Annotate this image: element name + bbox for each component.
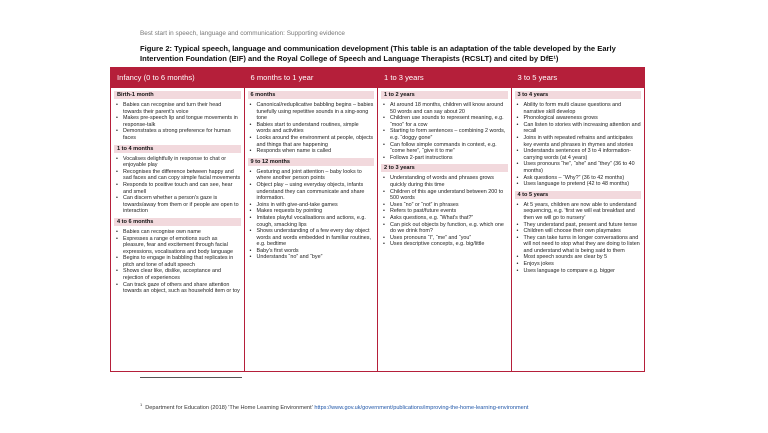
milestone-list	[114, 102, 241, 142]
column-body	[111, 88, 244, 298]
milestone-item: • Enjoys jokes	[515, 261, 642, 268]
development-table	[110, 67, 645, 372]
milestone-item: • Shows clear like, dislike, acceptance and rejection of experiences	[114, 268, 241, 281]
milestone-item: • Babies can recognise and turn their head towards their parent's voice	[114, 102, 241, 115]
milestone-list	[381, 175, 508, 248]
milestone-item: • Starting to form sentences – combining 2 words, e.g. “doggy gone”	[381, 128, 508, 141]
milestone-item: • They can take turns in longer conversations and will not need to stop what they are doing to listen and understand what is being said to them	[515, 235, 642, 255]
milestone-item: • Can track gaze of others and share attention towards an object, such as household item or toy	[114, 282, 241, 295]
milestone-item: • Asks questions, e.g. “What's that?”	[381, 215, 508, 222]
figure-title: Figure 2: Typical speech, language and communication development (This table is an adaptation of the table developed by the Early Intervention Foundation (EIF) and the Royal College of Speech and Language Therapists (RCSLT) and cited by DfE¹)	[140, 44, 616, 63]
milestone-item: • Ask questions – “Why?” (36 to 42 months)	[515, 175, 642, 182]
milestone-item: • Refers to past/future events	[381, 208, 508, 215]
age-band-title: Birth-1 month	[114, 91, 241, 99]
milestone-item: • They understand past, present and future tense	[515, 222, 642, 229]
milestone-item: • Shows understanding of a few every day object words and words embedded in familiar routines, e.g. bedtime	[248, 228, 375, 248]
column-body	[512, 88, 645, 277]
milestone-item: • Children will choose their own playmates	[515, 228, 642, 235]
milestone-item: • Can listen to stories with increasing attention and recall	[515, 122, 642, 135]
table-column	[378, 68, 512, 371]
milestone-item: • Responds when name is called	[248, 148, 375, 155]
footnote-link[interactable]: https://www.gov.uk/government/publications/improving-the-home-learning-environment	[314, 404, 529, 411]
milestone-item: • Baby's first words	[248, 248, 375, 255]
age-band-title: 4 to 5 years	[515, 191, 642, 199]
milestone-item: • Makes pre-speech lip and tongue movements in response-talk	[114, 115, 241, 128]
milestone-item: • Understanding of words and phrases grows quickly during this time	[381, 175, 508, 188]
milestone-list	[515, 102, 642, 188]
milestone-item: • Responds to positive touch and can see, hear and smell	[114, 182, 241, 195]
milestone-item: • Uses “no” or “not” in phrases	[381, 202, 508, 209]
age-band-title: 9 to 12 months	[248, 158, 375, 166]
milestone-item: • Uses pronouns “he”, “she” and “they” (36 to 40 months)	[515, 161, 642, 174]
milestone-item: • Canonical/reduplicative babbling begins – babies tunefully using repetitive sounds in a sing-song tone	[248, 102, 375, 122]
column-body	[378, 88, 511, 251]
milestone-item: • Phonological awareness grows	[515, 115, 642, 122]
age-band-title: 1 to 2 years	[381, 91, 508, 99]
column-header: Infancy (0 to 6 months)	[111, 68, 244, 88]
milestone-list	[248, 102, 375, 155]
milestone-item: • Joins in with give-and-take games	[248, 202, 375, 209]
milestone-item: • Demonstrates a strong preference for human faces	[114, 128, 241, 141]
running-head: Best start in speech, language and communication: Supporting evidence	[140, 30, 345, 37]
milestone-item: • Expresses a range of emotions such as pleasure, fear and excitement through facial expressions, vocalisations and body language	[114, 236, 241, 256]
age-band-title: 6 months	[248, 91, 375, 99]
milestone-item: • Object play – using everyday objects, infants understand they can communicate and share information.	[248, 182, 375, 202]
milestone-item: • Makes requests by pointing	[248, 208, 375, 215]
milestone-item: • Ability to form multi clause questions and narrative skill develop	[515, 102, 642, 115]
column-header: 1 to 3 years	[378, 68, 511, 88]
footnote-marker: 1	[140, 402, 143, 407]
milestone-item: • Uses descriptive concepts, e.g. big/little	[381, 241, 508, 248]
age-band-title: 4 to 6 months	[114, 218, 241, 226]
age-band-title: 2 to 3 years	[381, 164, 508, 172]
age-band-title: 1 to 4 months	[114, 145, 241, 153]
milestone-item: • At 5 years, children are now able to understand sequencing, e.g. 'first we will eat breakfast and then we will go to nursery'	[515, 202, 642, 222]
milestone-item: • Begins to engage in babbling that replicates in pitch and tone of adult speech	[114, 255, 241, 268]
footnote	[140, 402, 528, 411]
footnote-text: Department for Education (2018) 'The Home Learning Environment'	[145, 404, 315, 411]
milestone-list	[515, 202, 642, 275]
milestone-item: • Children of this age understand between 200 to 500 words	[381, 189, 508, 202]
milestone-item: • Recognises the difference between happy and sad faces and can copy simple facial movements	[114, 169, 241, 182]
milestone-item: • Can follow simple commands in context, e.g. “come here”, “give it to me”	[381, 142, 508, 155]
milestone-item: • Most speech sounds are clear by 5	[515, 254, 642, 261]
milestone-list	[248, 169, 375, 261]
milestone-list	[114, 156, 241, 215]
milestone-item: • At around 18 months, children will know around 50 words and can say about 20	[381, 102, 508, 115]
table-column	[245, 68, 379, 371]
milestone-item: • Imitates playful vocalisations and actions, e.g. cough, smacking lips	[248, 215, 375, 228]
milestone-item: • Can pick out objects by function, e.g. which one do we drink from?	[381, 222, 508, 235]
table-column	[111, 68, 245, 371]
milestone-item: • Looks around the environment at people, objects and things that are happening	[248, 135, 375, 148]
milestone-item: • Understands “no” and “bye”	[248, 254, 375, 261]
milestone-item: • Babies start to understand routines, simple words and activities	[248, 122, 375, 135]
column-body	[245, 88, 378, 264]
age-band-title: 3 to 4 years	[515, 91, 642, 99]
column-header: 6 months to 1 year	[245, 68, 378, 88]
milestone-item: • Babies can recognise own name	[114, 229, 241, 236]
milestone-item: • Joins in with repeated refrains and anticipates key events and phrases in rhymes and stories	[515, 135, 642, 148]
milestone-item: • Uses language to pretend (42 to 48 months)	[515, 181, 642, 188]
footnote-divider	[140, 377, 242, 378]
milestone-item: • Gesturing and joint attention – baby looks to where another person points	[248, 169, 375, 182]
milestone-item: • Understands sentences of 3 to 4 information-carrying words (at 4 years)	[515, 148, 642, 161]
milestone-list	[381, 102, 508, 161]
milestone-list	[114, 229, 241, 295]
milestone-item: • Uses pronouns “I”, “me” and “you”	[381, 235, 508, 242]
milestone-item: • Children use sounds to represent meaning, e.g. “moo” for a cow	[381, 115, 508, 128]
milestone-item: • Follows 2-part instructions	[381, 155, 508, 162]
milestone-item: • Can discern whether a person's gaze is towards/away from them or if people are open to interaction	[114, 195, 241, 215]
milestone-item: • Vocalises delightfully in response to chat or enjoyable play	[114, 156, 241, 169]
table-column	[512, 68, 645, 371]
milestone-item: • Uses language to compare e.g. bigger	[515, 268, 642, 275]
column-header: 3 to 5 years	[512, 68, 645, 88]
